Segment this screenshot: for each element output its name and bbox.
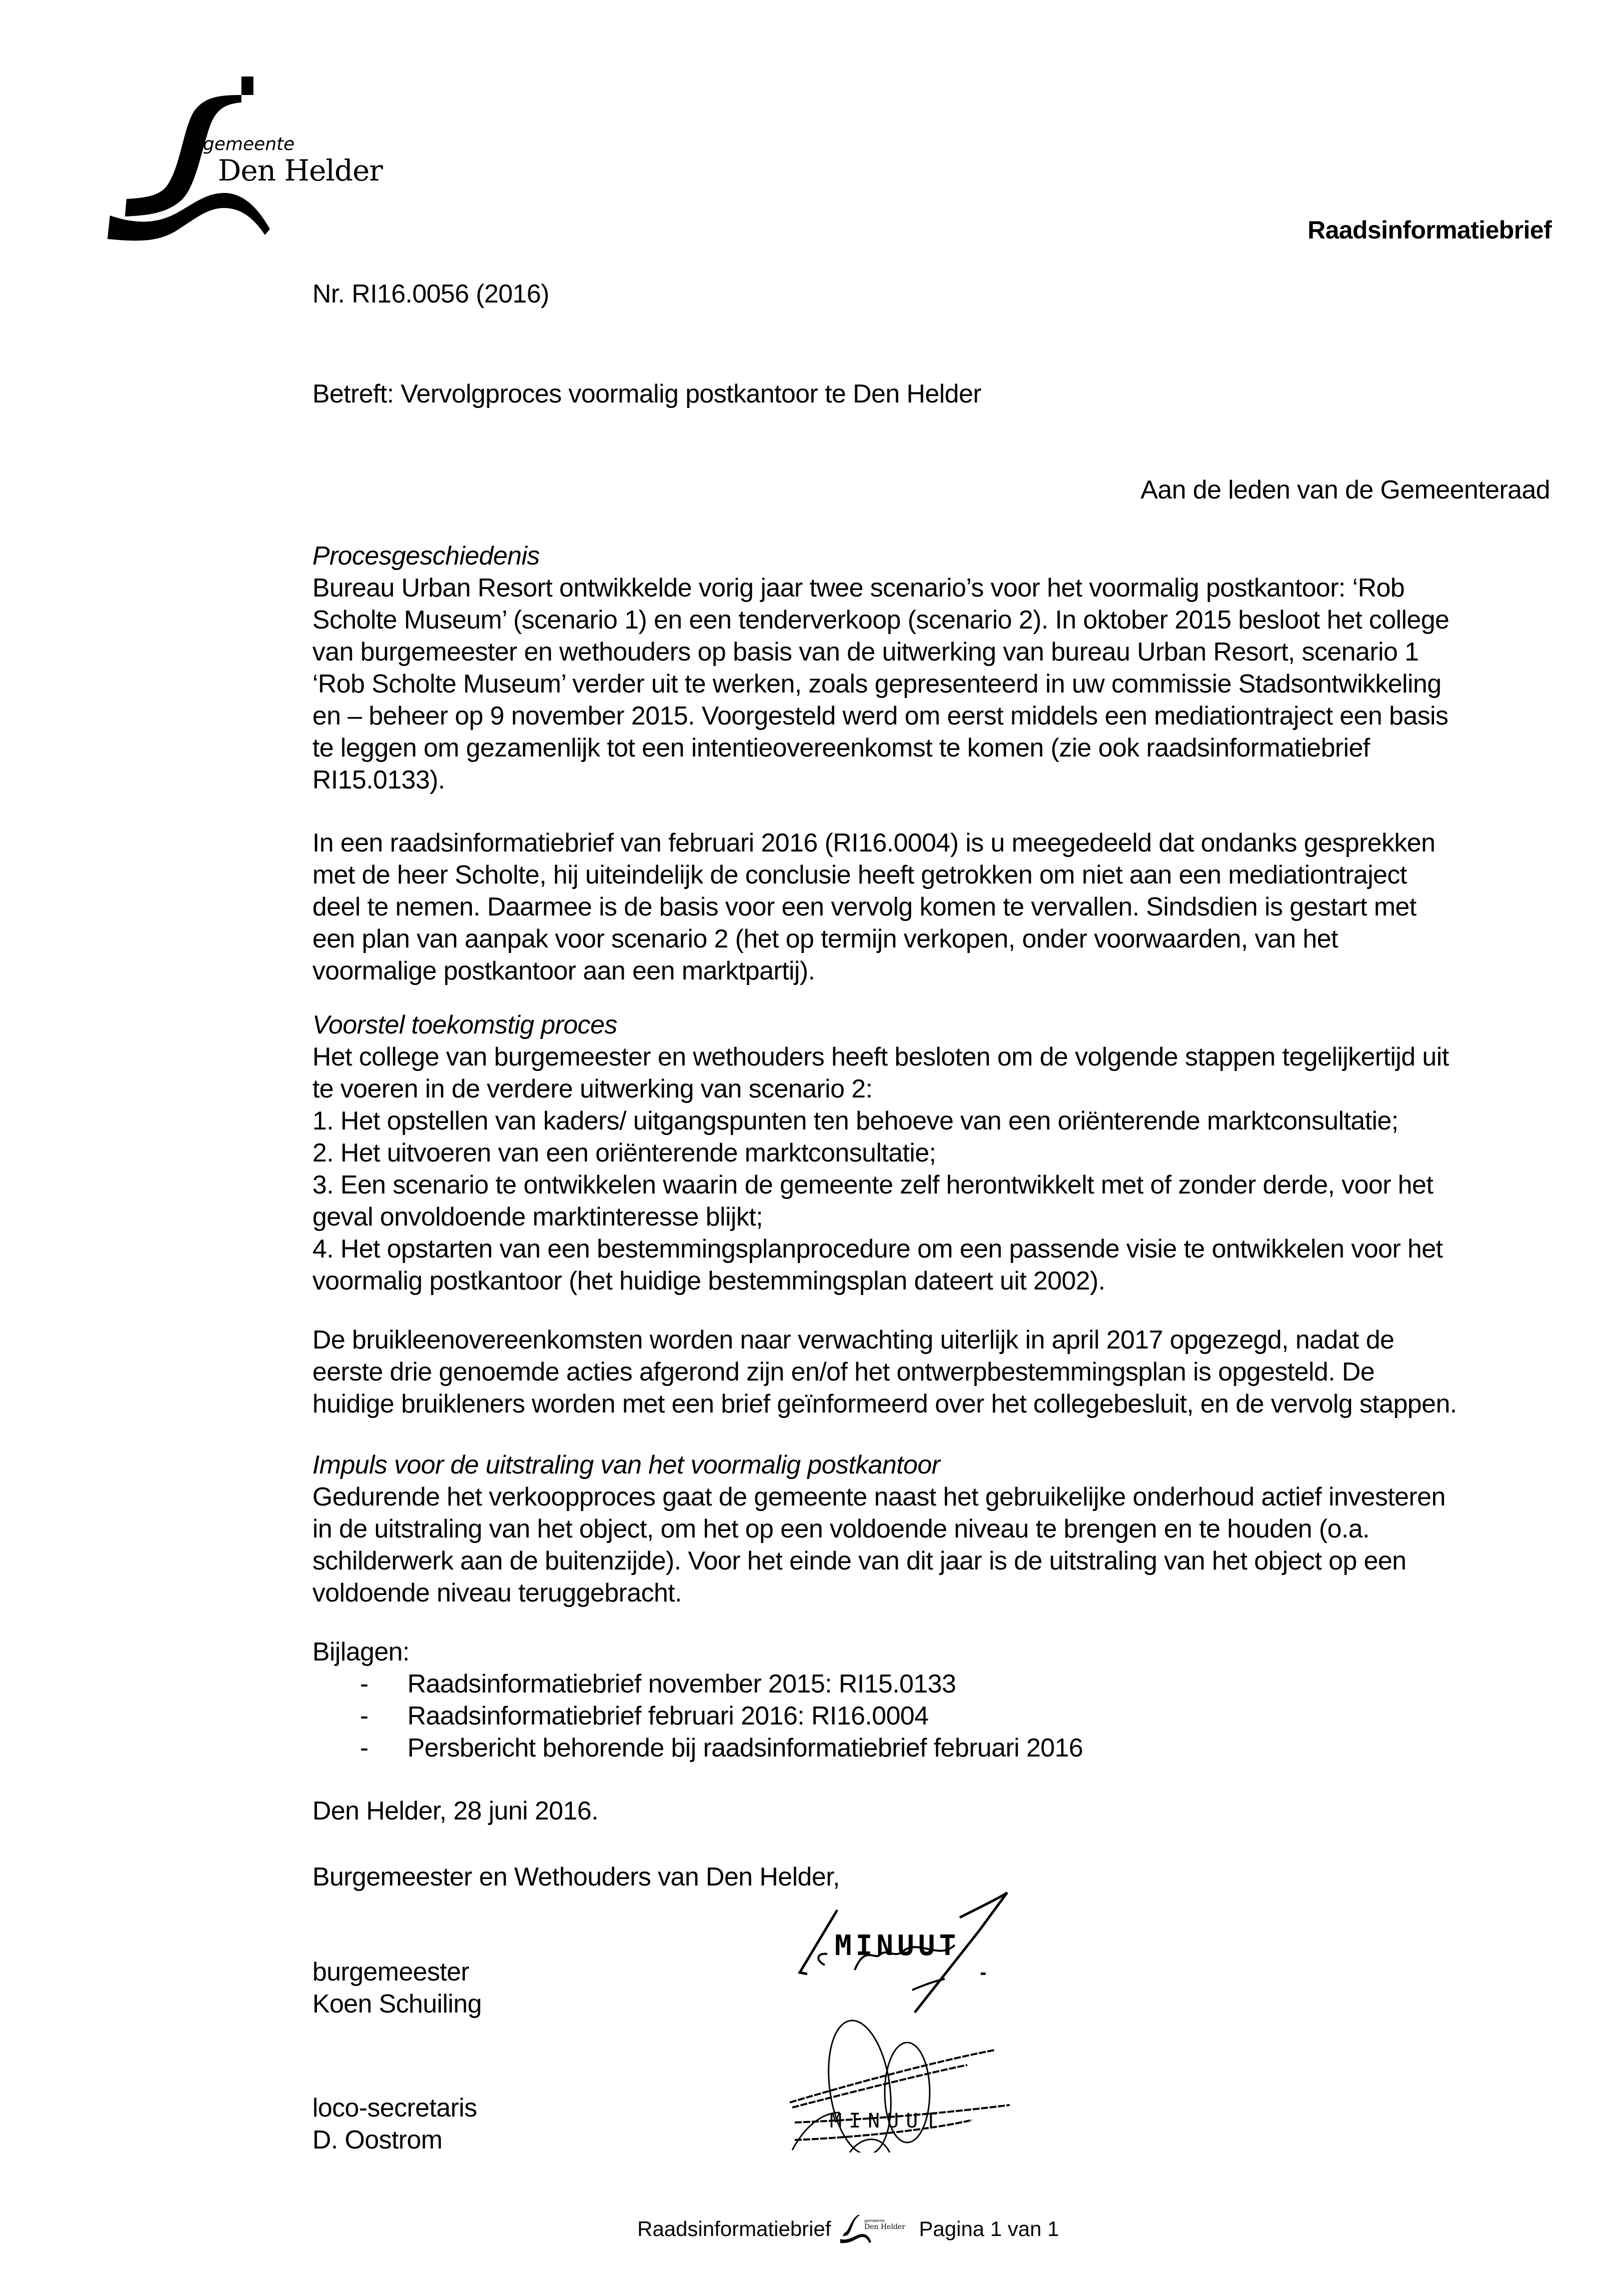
body-line: te voeren in de verdere uitwerking van scenario 2:	[312, 1074, 873, 1104]
body-line: De bruikleenovereenkomsten worden naar verwachting uiterlijk in april 2017 opgezegd, nadat de	[312, 1326, 1395, 1354]
body-line: met de heer Scholte, hij uiteindelijk de conclusie heeft getrokken om niet aan een mediationtraject	[312, 860, 1407, 890]
place-date: Den Helder, 28 juni 2016.	[312, 1796, 598, 1826]
den-helder-logo	[95, 74, 415, 244]
body-line: In een raadsinformatiebrief van februari 2016 (RI16.0004) is u meegedeeld dat ondanks gesprekken	[312, 828, 1436, 858]
body-line: een plan van aanpak voor scenario 2 (het op termijn verkopen, onder voorwaarden, van het	[312, 924, 1338, 954]
body-line: te leggen om gezamenlijk tot een intentieovereenkomst te komen (zie ook raadsinformatiebrief	[312, 734, 1370, 762]
attachments-label: Bijlagen:	[312, 1638, 410, 1666]
bullet-dash: -	[360, 1702, 368, 1730]
bullet-dash: -	[360, 1734, 368, 1762]
body-line: Het college van burgemeester en wethouders heeft besloten om de volgende stappen tegelijkertijd uit	[312, 1042, 1449, 1072]
svg-text:gemeente: gemeente	[203, 134, 295, 154]
body-line: en – beheer op 9 november 2015. Voorgesteld werd om eerst middels een mediationtraject een basis	[312, 702, 1449, 730]
section-history	[312, 540, 1449, 796]
section-impulse	[312, 1449, 1446, 1609]
page-footer	[637, 2214, 1059, 2244]
subject-line: Betreft: Vervolgproces voormalig postkantoor te Den Helder	[312, 380, 982, 408]
body-line: voormalige postkantoor aan een marktpartij).	[312, 956, 815, 986]
body-line: van burgemeester en wethouders op basis van de uitwerking van bureau Urban Resort, scenario 1	[312, 638, 1419, 666]
handwritten-signature-icon	[780, 2018, 1100, 2152]
section-proposal	[312, 1009, 1449, 1297]
body-line: voormalig postkantoor (het huidige bestemmingsplan dateert uit 2002).	[312, 1266, 1105, 1296]
document-type-label: Raadsinformatiebrief	[1307, 216, 1552, 244]
attachments	[312, 1636, 1083, 1764]
body-line: in de uitstraling van het object, om het op een voldoende niveau te brengen en te houden (o.a.	[312, 1514, 1370, 1544]
signatory-body: Burgemeester en Wethouders van Den Helder,	[312, 1862, 840, 1892]
section-february-update	[312, 827, 1435, 987]
svg-text:Den Helder: Den Helder	[864, 2223, 905, 2231]
bullet-dash: -	[360, 1670, 368, 1698]
attachment-item: - Raadsinformatiebrief november 2015: RI15.0133	[312, 1668, 1083, 1700]
numbered-item: 2. Het uitvoeren van een oriënterende marktconsultatie;	[312, 1138, 936, 1168]
svg-text:Den Helder: Den Helder	[218, 154, 383, 188]
handwritten-signature-icon	[780, 1890, 1100, 2015]
den-helder-wave-logo-icon	[840, 2214, 910, 2244]
body-line: eerste drie genoemde acties afgerond zijn en/of het ontwerpbestemmingsplan is opgesteld. De	[312, 1358, 1375, 1386]
section-heading: Voorstel toekomstig proces	[312, 1010, 617, 1040]
svg-text:MINUUT: MINUUT	[835, 1930, 960, 1962]
footer-doc-type: Raadsinformatiebrief	[637, 2217, 831, 2240]
body-line: Gedurende het verkoopproces gaat de gemeente naast het gebruikelijke onderhoud actief investeren	[312, 1482, 1446, 1512]
body-line: RI15.0133).	[312, 766, 445, 794]
section-heading: Impuls voor de uitstraling van het voormalig postkantoor	[312, 1450, 940, 1480]
footer-logo	[840, 2214, 910, 2244]
signatory-role: burgemeester	[312, 1958, 469, 1986]
signatory-name: Koen Schuiling	[312, 1990, 482, 2018]
svg-text:MINUUT: MINUUT	[830, 2110, 944, 2132]
addressee: Aan de leden van de Gemeenteraad	[1140, 476, 1550, 504]
reference-number: Nr. RI16.0056 (2016)	[312, 280, 549, 308]
numbered-item: 3. Een scenario te ontwikkelen waarin de gemeente zelf herontwikkelt met of zonder derde, voor het	[312, 1170, 1434, 1200]
numbered-item: 4. Het opstarten van een bestemmingsplanprocedure om een passende visie te ontwikkelen voor het	[312, 1234, 1443, 1264]
body-line: schilderwerk aan de buitenzijde). Voor het einde van dit jaar is de uitstraling van het object op een	[312, 1546, 1407, 1576]
section-loan-agreements	[312, 1324, 1457, 1420]
body-line: huidige bruikleners worden met een brief geïnformeerd over het collegebesluit, en de vervolg stappen.	[312, 1390, 1457, 1418]
body-line: deel te nemen. Daarmee is de basis voor een vervolg komen te vervallen. Sindsdien is gestart met	[312, 892, 1417, 922]
den-helder-wave-logo-icon	[95, 74, 415, 244]
body-line: ‘Rob Scholte Museum’ verder uit te werken, zoals gepresenteerd in uw commissie Stadsontwikkeling	[312, 670, 1442, 698]
body-line: Bureau Urban Resort ontwikkelde vorig jaar twee scenario’s voor het voormalig postkantoor: ‘Rob	[312, 574, 1405, 602]
signatory-name: D. Oostrom	[312, 2126, 442, 2154]
body-line: voldoende niveau teruggebracht.	[312, 1578, 682, 1608]
body-line: Scholte Museum’ (scenario 1) en een tenderverkoop (scenario 2). In oktober 2015 besloot het college	[312, 606, 1450, 634]
attachment-item: - Persbericht behorende bij raadsinformatiebrief februari 2016	[312, 1732, 1083, 1764]
numbered-item: 1. Het opstellen van kaders/ uitgangspunten ten behoeve van een oriënterende marktconsultatie;	[312, 1106, 1399, 1136]
section-heading: Procesgeschiedenis	[312, 542, 540, 570]
svg-text:gemeente: gemeente	[864, 2218, 885, 2223]
body-line: geval onvoldoende marktinteresse blijkt;	[312, 1202, 763, 1232]
signature-secretary	[780, 2018, 1100, 2152]
page-number: Pagina 1 van 1	[919, 2217, 1059, 2240]
signatory-secretary	[312, 2092, 477, 2156]
signatory-role: loco-secretaris	[312, 2094, 477, 2122]
signature-mayor	[780, 1890, 1100, 2015]
attachment-item: - Raadsinformatiebrief februari 2016: RI16.0004	[312, 1700, 1083, 1732]
signatory-mayor	[312, 1956, 482, 2020]
